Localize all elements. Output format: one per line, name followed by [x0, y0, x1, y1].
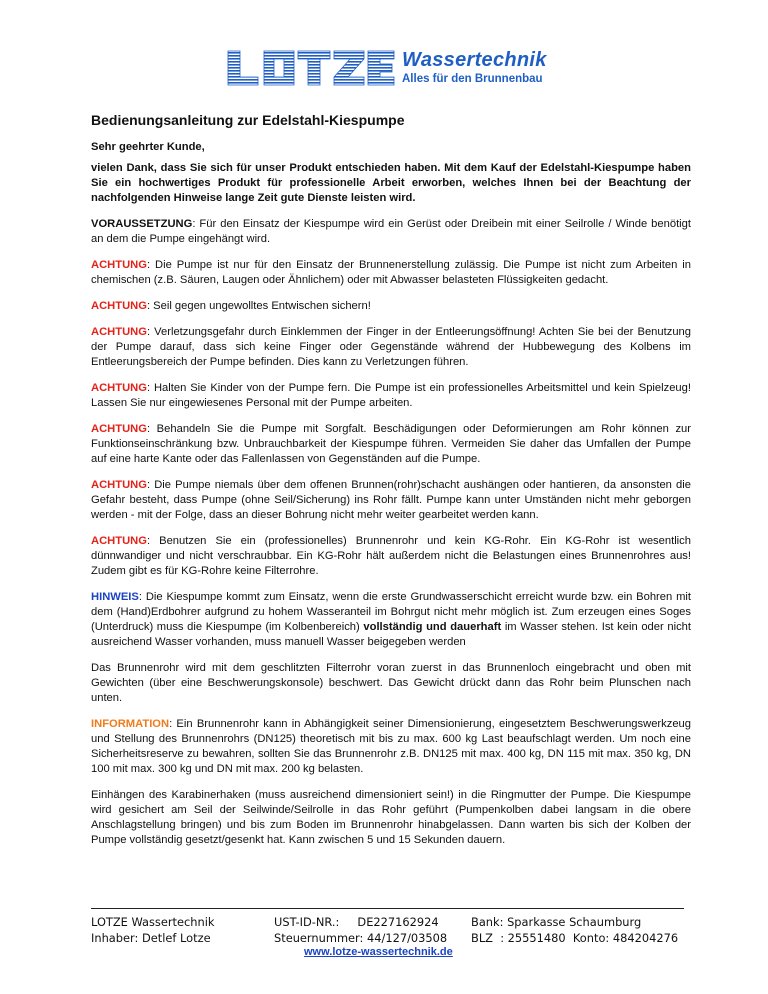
paragraph-karabiner: Einhängen des Karabinerhaken (muss ausreichend dimensioniert sein!) in die Ringmutter der Pumpe. Die Kiespumpe wird gesichert am Seil der Seilwinde/Seilrolle in das Rohr geführt (Pumpenkolben dabei langsam in die obere Anschlagstellung bringen) und bis zum Boden im Brunnenrohr hinabgelassen. Dann warten bis sich der Kolben der Pumpe vollständig gesetzt/gesenkt hat. Kann zwischen 5 und 15 Sekunden dauern.: [91, 789, 691, 846]
section-label: ACHTUNG: [91, 479, 147, 491]
section-text: : Die Pumpe niemals über dem offenen Brunnen(rohr)schacht aushängen oder hantieren, da ansonsten die Gefahr besteht, dass Pumpe (ohne Seil/Sicherung) ins Rohr fällt. Pumpe kann unter Umständen nicht mehr geborgen werden - mit der Folge, dass an dieser Bohrung nicht mehr weiter gearbeitet werden kann.: [91, 479, 691, 521]
section-achtung: [91, 381, 691, 411]
section-label: ACHTUNG: [91, 423, 147, 435]
section-voraussetzung: [91, 217, 691, 247]
footer-bank: [471, 914, 678, 946]
section-achtung: [91, 422, 691, 467]
section-achtung: [91, 299, 691, 314]
section-text: : Die Pumpe ist nur für den Einsatz der Brunnenerstellung zulässig. Die Pumpe ist nicht zum Arbeiten in chemischen (z.B. Säuren, Laugen oder Ähnlichem) oder mit Abwasser belasteten Flüssigkeiten gedacht.: [91, 259, 691, 286]
hinweis-text-after: im Wasser stehen. Ist kein oder nicht ausreichend Wasser vorhanden, muss manuell Wasser beigegeben werden: [91, 621, 691, 648]
section-text: : Behandeln Sie die Pumpe mit Sorgfalt. Beschädigungen oder Deformierungen am Rohr können zur Funktionseinschränkung bzw. Unbrauchbarkeit der Kiespumpe führen. Vermeiden Sie daher das Umfallen der Pumpe auf eine harte Kante oder das Fallenlassen von Gegenständen auf die Pumpe.: [91, 423, 691, 465]
footer-blz: BLZ : 25551480 Konto: 484204276: [471, 931, 679, 945]
footer-divider: [91, 908, 684, 909]
section-label: ACHTUNG: [91, 535, 147, 547]
hinweis-label: HINWEIS: [91, 591, 139, 603]
logo-brand-text: Wassertechnik: [402, 49, 547, 71]
hinweis-text-before: : Die Kiespumpe kommt zum Einsatz, wenn die erste Grundwasserschicht erreicht wurde bzw. ein Bohren mit dem (Hand)Erdbohrer aufgrund zu hohem Wasseranteil im Bohrgut nicht mehr möglich ist. Zum erzeugen eines Soges (Unterdruck) muss die Kiespumpe (im Kolbenbereich): [91, 591, 691, 633]
hinweis-bold: vollständig und dauerhaft: [363, 621, 502, 633]
footer-company-name: LOTZE Wassertechnik: [91, 915, 215, 929]
paragraph-rohr: Das Brunnenrohr wird mit dem geschlitzten Filterrohr voran zuerst in das Brunnenloch eingebracht und oben mit Gewichten (über eine Beschwerungskonsole) beschwert. Das Gewicht drückt dann das Rohr beim Plunschen nach unten.: [91, 662, 691, 704]
section-label: ACHTUNG: [91, 382, 147, 394]
section-label: ACHTUNG: [91, 326, 147, 338]
section-text: : Seil gegen ungewolltes Entwischen sichern!: [146, 300, 371, 312]
logo-tagline: Alles für den Brunnenbau: [402, 73, 543, 85]
greeting: Sehr geehrter Kunde,: [91, 141, 205, 153]
footer-owner: Inhaber: Detlef Lotze: [91, 931, 211, 945]
lotze-wordmark-logo: [226, 49, 396, 87]
section-label: VORAUSSETZUNG: [91, 218, 193, 230]
document-body: [91, 112, 691, 859]
footer-tax: [274, 914, 447, 946]
section-achtung: [91, 478, 691, 523]
footer-steuer: Steuernummer: 44/127/03508: [274, 931, 448, 945]
section-label: ACHTUNG: [91, 259, 147, 271]
section-text: : Benutzen Sie ein (professionelles) Brunnenrohr und kein KG-Rohr. Ein KG-Rohr ist wesentlich dünnwandiger und nicht verschraubbar. Ein KG-Rohr hält außerdem nicht die Belastungen eines Brunnenrohres aus! Zudem gibt es für KG-Rohre keine Filterrohre.: [91, 535, 691, 577]
section-information: [91, 717, 691, 777]
footer-bank-name: Bank: Sparkasse Schaumburg: [471, 915, 642, 929]
section-label: ACHTUNG: [91, 300, 147, 312]
information-label: INFORMATION: [91, 718, 170, 730]
section-text: : Für den Einsatz der Kiespumpe wird ein Gerüst oder Dreibein mit einer Seilrolle / Winde benötigt an dem die Pumpe eingehängt wird.: [91, 218, 691, 245]
section-achtung: [91, 325, 691, 370]
section-text: : Halten Sie Kinder von der Pumpe fern. Die Pumpe ist ein professionelles Arbeitsmittel und kein Spielzeug! Lassen Sie nur eingewiesenes Personal mit der Pumpe arbeiten.: [91, 382, 691, 409]
footer-ust: UST-ID-NR.: DE227162924: [274, 915, 439, 929]
footer-company: [91, 914, 215, 946]
section-achtung: [91, 534, 691, 579]
document-title: Bedienungsanleitung zur Edelstahl-Kiespumpe: [91, 112, 405, 128]
information-text: : Ein Brunnenrohr kann in Abhängigkeit seiner Dimensionierung, eingesetztem Beschwerungswerkzeug und Stellung des Brunnenrohrs (DN125) theoretisch mit bis zu max. 600 kg Last beaufschlagt werden. Um noch eine Sicherheitsreserve zu bewahren, sollten Sie das Brunnenrohr z.B. DN125 mit max. 400 kg, DN 115 mit max. 350 kg, DN 100 mit max. 300 kg und DN mit max. 200 kg belasten.: [91, 718, 691, 775]
section-hinweis: [91, 590, 691, 650]
company-logo: [226, 49, 566, 89]
footer-website-link[interactable]: www.lotze-wassertechnik.de: [304, 946, 453, 958]
section-achtung: [91, 258, 691, 288]
intro-paragraph: vielen Dank, dass Sie sich für unser Produkt entschieden haben. Mit dem Kauf der Edelstahl-Kiespumpe haben Sie ein hochwertiges Produkt für professionelle Arbeit erworben, welches Ihnen bei der Beachtung der nachfolgenden Hinweise lange Zeit gute Dienste leisten wird.: [91, 162, 691, 204]
section-text: : Verletzungsgefahr durch Einklemmen der Finger in der Entleerungsöffnung! Achten Sie bei der Benutzung der Pumpe darauf, dass sich keine Finger oder Gegenstände während der Hubbewegung des Kolbens im Entleerungsbereich der Pumpe befinden. Dies kann zu Verletzungen führen.: [91, 326, 691, 368]
